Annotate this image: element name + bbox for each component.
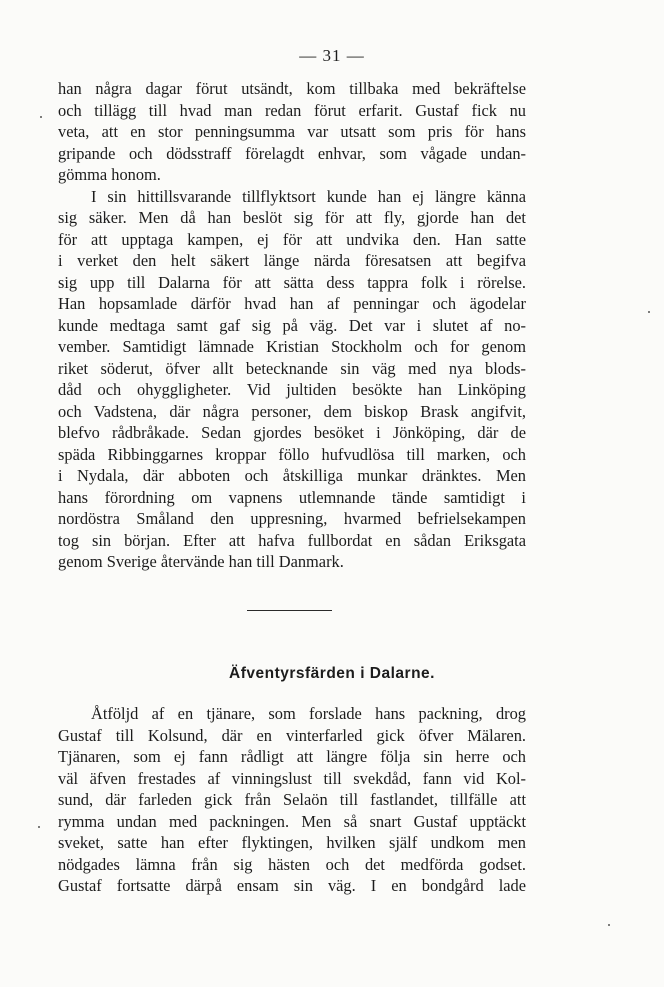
scan-speck	[40, 116, 42, 118]
text-line: sig säker. Men då han beslöt sig för att fly, gjorde han det	[58, 208, 526, 227]
scan-speck	[608, 924, 610, 926]
text-line: blefvo rådbråkade. Sedan gjordes besöket i Jönköping, där de	[58, 423, 526, 442]
text-line: vember. Samtidigt lämnade Kristian Stockholm och for genom	[58, 337, 526, 356]
section-divider	[247, 610, 332, 611]
text-line: hans förordning om vapnens utlemnande tände samtidigt i	[58, 487, 526, 507]
text-line: veta, att en stor penningsumma var utsatt som pris för hans	[58, 122, 526, 141]
text-block-after-heading	[58, 703, 526, 897]
text-line: nödgades lämna från sig hästen och det medförda godset.	[58, 854, 526, 874]
scan-speck	[38, 826, 40, 828]
text-line: I sin hittillsvarande tillflyktsort kunde han ej längre känna	[91, 186, 526, 206]
text-block-before-heading	[58, 78, 526, 573]
text-line: rymma undan med packningen. Men så snart Gustaf upptäckt	[58, 811, 526, 831]
text-line: Han hopsamlade därför hvad han af penningar och ägodelar	[58, 294, 526, 313]
text-line: genom Sverige återvände han till Danmark.	[58, 552, 344, 571]
text-line: sund, där farleden gick från Selaön till fastlandet, tillfälle att	[58, 790, 526, 809]
text-line: i Nydala, där abboten och åtskilliga munkar dränktes. Men	[58, 466, 526, 485]
text-line: Gustaf fortsatte därpå ensam sin väg. I en bondgård lade	[58, 876, 526, 895]
text-line: dåd och ohyggligheter. Vid jultiden besökte han Linköping	[58, 380, 526, 399]
text-line: väl äfven frestades af vinningslust till svekdåd, fann vid Kol-	[58, 768, 526, 788]
text-line: riket söderut, öfver allt betecknande sin väg med nya blods-	[58, 358, 526, 378]
section-heading: Äfventyrsfärden i Dalarne.	[229, 665, 435, 682]
text-line: gömma honom.	[58, 165, 161, 184]
text-line: han några dagar förut utsändt, kom tillbaka med bekräftelse	[58, 79, 526, 98]
text-line: kunde medtaga samt gaf sig på väg. Det var i slutet af no-	[58, 315, 526, 335]
scan-speck	[648, 311, 650, 313]
text-line: nordöstra Småland den uppresning, hvarmed befrielsekampen	[58, 509, 526, 528]
text-line: och tillägg till hvad man redan förut erfarit. Gustaf fick nu	[58, 100, 526, 120]
page-number: — 31 —	[299, 46, 365, 65]
text-line: Gustaf till Kolsund, där en vinterfarled gick öfver Mälaren.	[58, 725, 526, 745]
text-line: sveket, satte han efter flyktingen, hvilken själf undkom men	[58, 833, 526, 852]
text-line: i verket den helt säkert länge närda föresatsen att begifva	[58, 251, 526, 270]
text-line: Tjänaren, som ej fann rådligt att längre följa sin herre och	[58, 747, 526, 766]
text-line: sig upp till Dalarna för att sätta dess tappra folk i rörelse.	[58, 272, 526, 292]
text-line: gripande och dödsstraff förelagdt enhvar, som vågade undan-	[58, 143, 526, 163]
text-line: tog sin början. Efter att hafva fullbordat en sådan Eriksgata	[58, 530, 526, 550]
text-line: Åtföljd af en tjänare, som forslade hans packning, drog	[91, 704, 526, 723]
text-line: späda Ribbinggarnes kroppar föllo hufvudlösa till marken, och	[58, 444, 526, 464]
text-line: för att upptaga kampen, ej för att undvika den. Han satte	[58, 229, 526, 249]
text-line: och Vadstena, där några personer, dem biskop Brask angifvit,	[58, 401, 526, 421]
